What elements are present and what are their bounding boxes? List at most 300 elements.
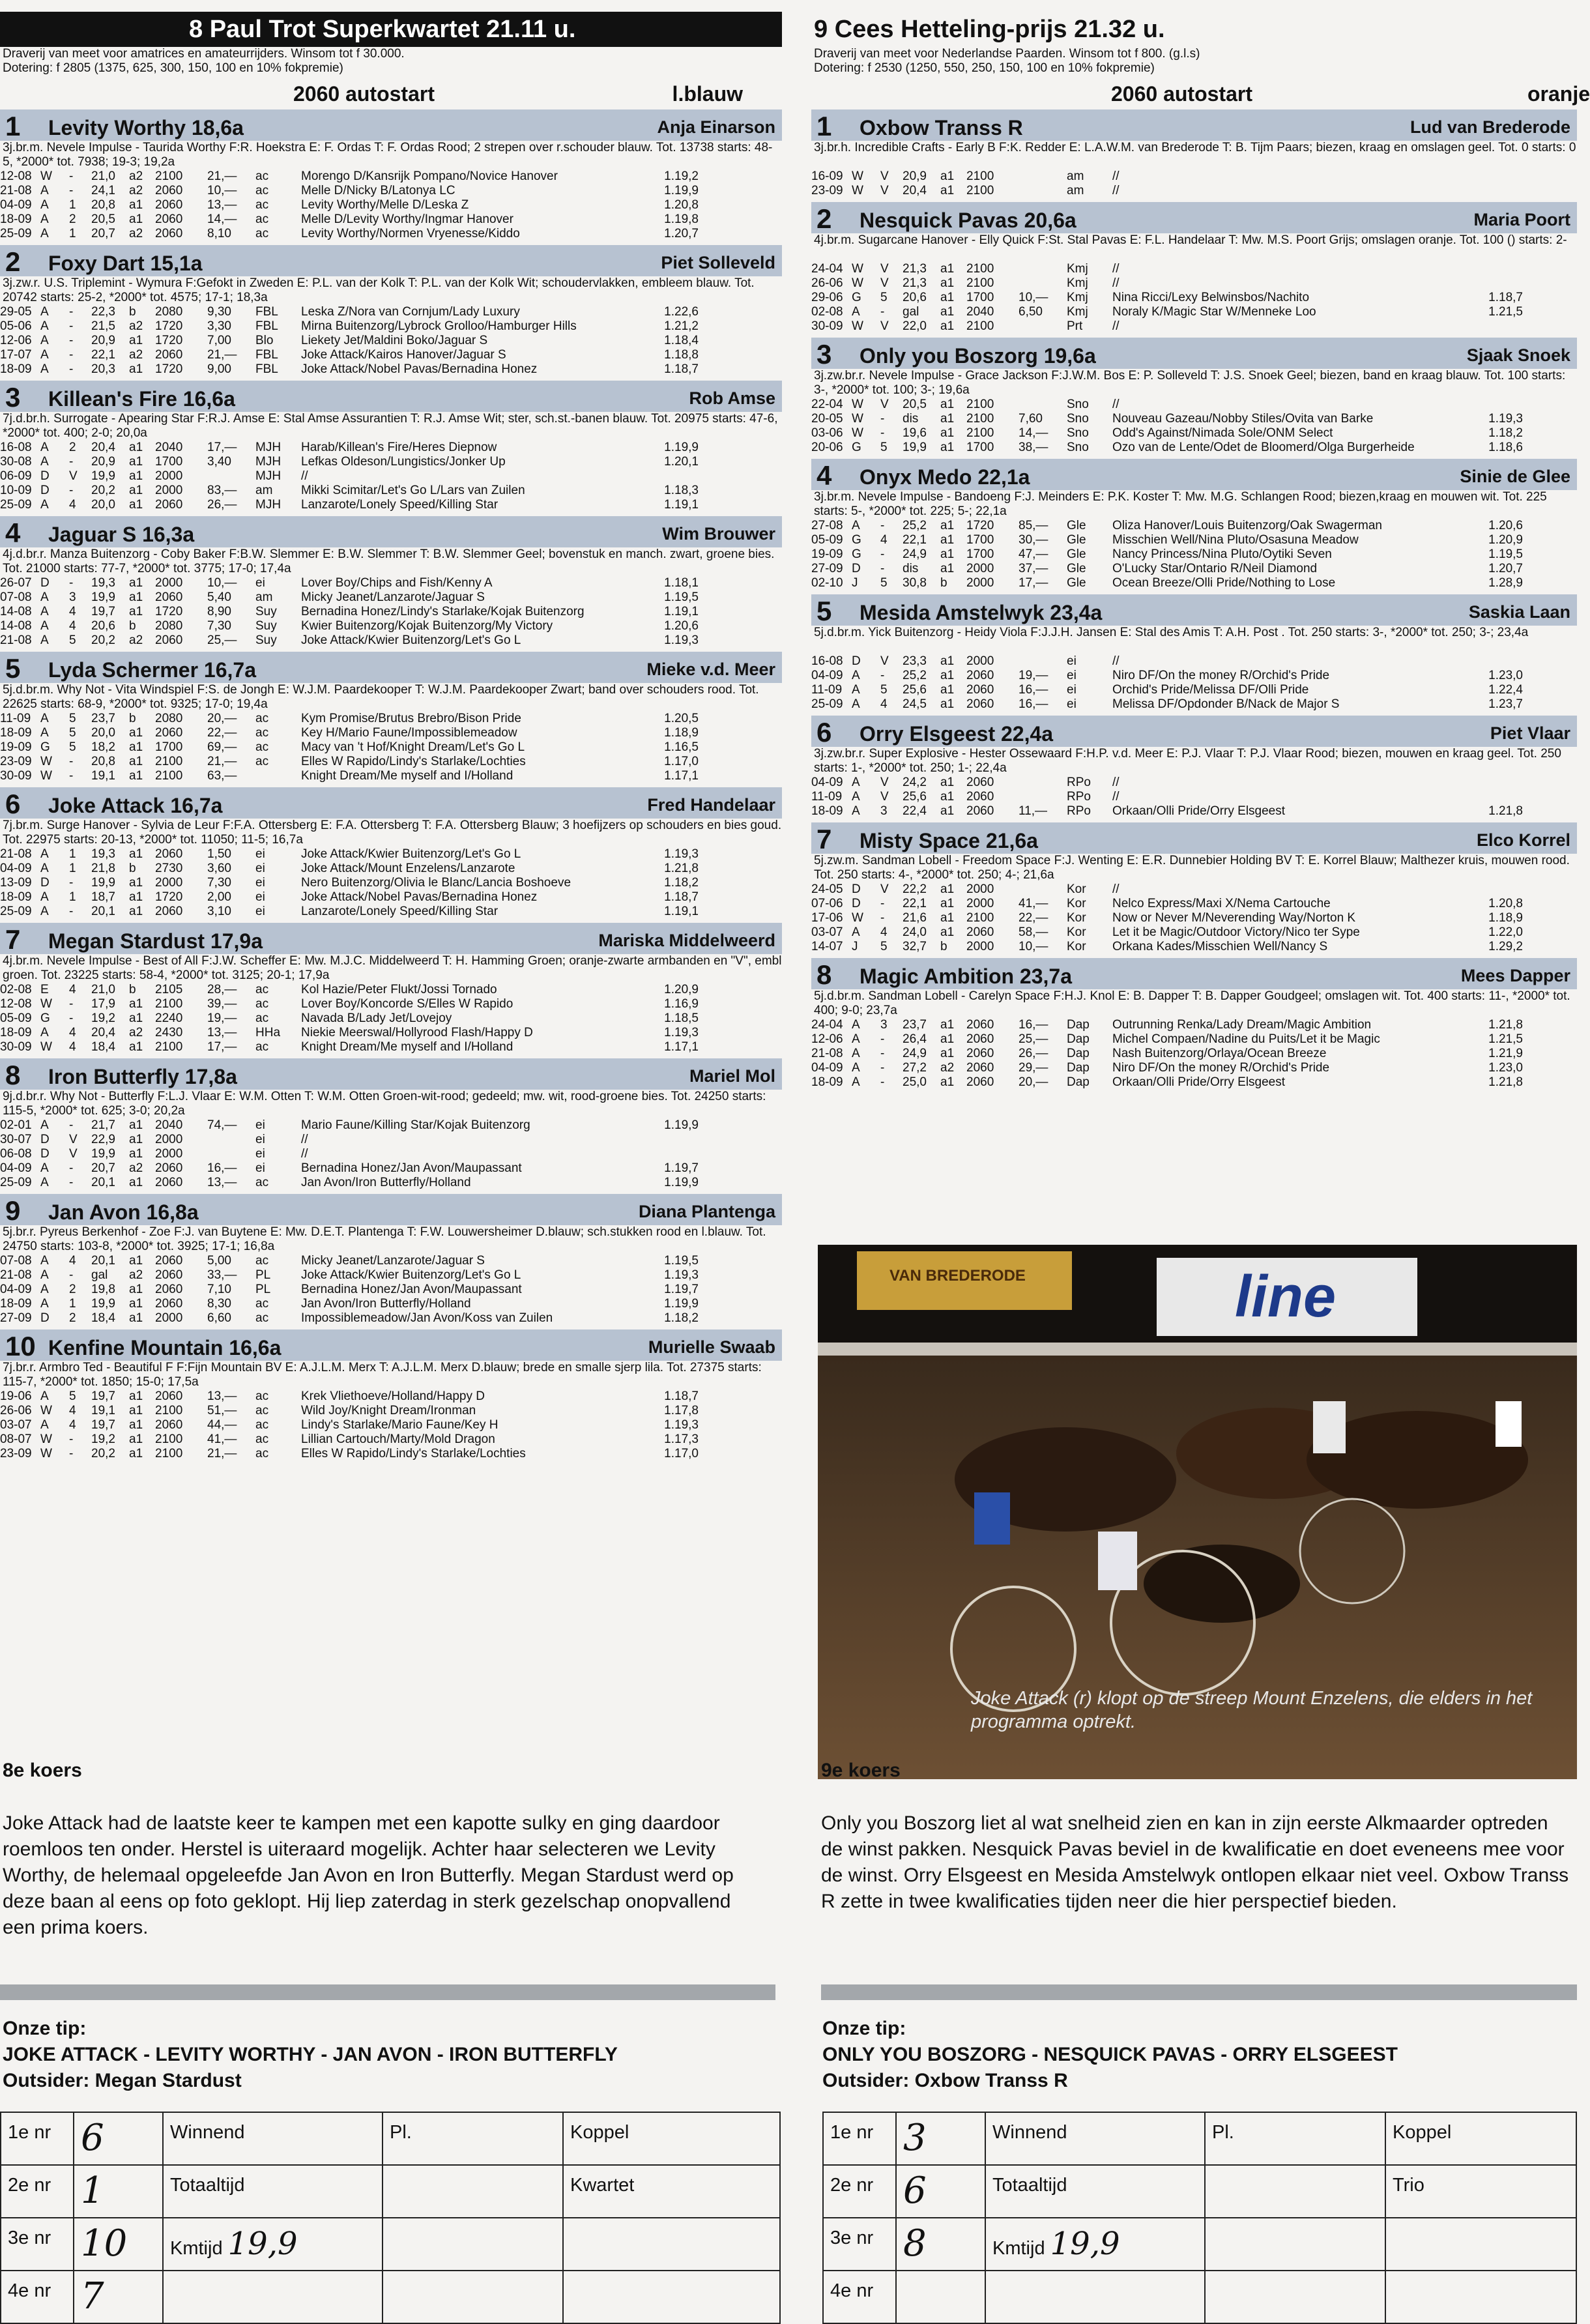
table-cell: A <box>852 1075 860 1089</box>
horse-name: Magic Ambition 23,7a <box>860 965 1072 988</box>
table-cell: 22,1 <box>903 897 927 910</box>
table-cell: - <box>69 319 74 333</box>
table-cell: 20,9 <box>91 334 115 347</box>
table-cell: 4 <box>69 498 76 512</box>
table-cell: 20,3 <box>91 362 115 376</box>
table-cell: 2100 <box>966 276 994 290</box>
table-cell: ac <box>255 1447 269 1460</box>
table-cell: - <box>880 1075 885 1089</box>
empty-cell[interactable] <box>1205 2271 1385 2323</box>
race-history-table <box>0 1254 699 1326</box>
table-cell: 1.23,0 <box>1488 1061 1523 1075</box>
table-row <box>0 1176 699 1190</box>
table-row <box>811 519 1523 533</box>
empty-cell[interactable] <box>383 2165 563 2218</box>
kmtijd-cell[interactable] <box>985 2218 1205 2271</box>
table-cell: 2060 <box>966 683 994 697</box>
empty-cell[interactable] <box>383 2218 563 2271</box>
table-cell: D <box>40 1147 50 1161</box>
table-cell <box>1477 882 1523 897</box>
kwartet-label: Kwartet <box>563 2165 780 2218</box>
table-cell: 1720 <box>155 362 183 376</box>
table-cell: 04-09 <box>0 198 32 212</box>
table-cell: 6,50 <box>1019 305 1043 319</box>
table-cell: a1 <box>129 469 143 483</box>
table-cell: 3,30 <box>207 319 231 333</box>
table-cell <box>1019 398 1067 412</box>
table-cell: 1.19,8 <box>664 212 699 226</box>
table-cell: Blo <box>255 334 274 347</box>
table-cell: - <box>69 484 74 497</box>
table-cell: A <box>40 455 49 469</box>
table-cell: - <box>880 305 885 319</box>
table-cell: 5,40 <box>207 590 231 604</box>
table-cell <box>1477 262 1523 276</box>
table-cell: 1.19,1 <box>664 605 699 618</box>
empty-cell[interactable] <box>1385 2218 1576 2271</box>
table-cell: 2430 <box>155 1026 183 1039</box>
table-cell: PL <box>255 1283 271 1296</box>
table-cell: 13,— <box>207 1176 237 1189</box>
table-cell: 2060 <box>155 1254 183 1268</box>
race-history-table <box>811 776 1523 819</box>
table-cell: - <box>880 1032 885 1046</box>
table-cell: - <box>69 1432 74 1446</box>
table-cell: G <box>40 1011 50 1025</box>
table-cell: 5,00 <box>207 1254 231 1268</box>
table-cell: 24,9 <box>903 1047 927 1060</box>
horse-pedigree: 3j.zw.br.r. Nevele Impulse - Grace Jackson F:J.W.M. Bos E: P. Solleveld T: J.S. Snoek Geel; biezen, band en kraag blauw. Tot. 100 starts: 3-, *2000* tot. 100; 3-; 19,6a <box>814 369 1566 397</box>
table-row <box>0 1133 699 1147</box>
handwritten-number[interactable]: 6 <box>896 2165 985 2218</box>
table-row <box>0 498 699 512</box>
table-cell: - <box>69 1161 74 1175</box>
table-cell: 18-09 <box>0 890 32 904</box>
race-history-table <box>0 441 699 512</box>
table-cell: 1.21,8 <box>1488 1075 1523 1089</box>
kmtijd-cell[interactable] <box>163 2218 383 2271</box>
table-cell: 2040 <box>155 1118 183 1132</box>
table-cell: 2060 <box>155 227 183 240</box>
table-cell: 1.17,8 <box>664 1404 699 1417</box>
table-cell: Oliza Hanover/Louis Buitenzorg/Oak Swagerman <box>1112 519 1382 532</box>
table-cell: Mario Faune/Killing Star/Kojak Buitenzorg <box>301 1118 530 1132</box>
table-cell: W <box>852 426 863 440</box>
table-cell: Lanzarote/Lonely Speed/Killing Star <box>301 498 499 512</box>
table-cell: Prt <box>1067 319 1083 333</box>
table-cell: 2100 <box>966 184 994 197</box>
totaaltijd-label: Totaaltijd <box>163 2165 383 2218</box>
table-cell: 24,0 <box>903 925 927 939</box>
table-cell: 21,0 <box>91 169 115 183</box>
table-cell: V <box>880 184 889 197</box>
race-history-table <box>0 576 699 648</box>
table-cell: 16-08 <box>0 441 32 454</box>
table-cell: A <box>40 1389 49 1403</box>
table-cell: 25-09 <box>0 905 32 918</box>
empty-cell[interactable] <box>563 2218 780 2271</box>
table-cell: Nero Buitenzorg/Olivia le Blanc/Lancia Boshoeve <box>301 876 571 890</box>
table-cell: 1.18,5 <box>664 1011 699 1025</box>
table-cell: 19,9 <box>903 441 927 454</box>
table-cell: 25,2 <box>903 669 927 682</box>
table-cell: 2040 <box>155 441 183 454</box>
driver-name: Elco Korrel <box>1476 830 1570 850</box>
horse-entry <box>0 245 782 377</box>
table-row <box>811 697 1523 712</box>
table-cell: 4 <box>69 983 76 996</box>
table-row <box>811 305 1523 319</box>
table-cell: 9,30 <box>207 305 231 319</box>
horse-header <box>0 245 782 276</box>
table-cell: 2100 <box>966 169 994 183</box>
table-cell: A <box>40 227 49 240</box>
empty-cell[interactable] <box>1385 2271 1576 2323</box>
table-cell: a2 <box>129 1026 143 1039</box>
table-cell: a2 <box>129 633 143 647</box>
koers-9-heading: 9e koers <box>821 1760 901 1781</box>
horse-pedigree: 5j.d.br.m. Sandman Lobell - Carelyn Space F:H.J. Knol E: B. Dapper T: B. Dapper Goudgeel; omslagen wit. Tot. 400 starts: 11-, *2000* tot. 400; 9-0; 23,7a <box>814 989 1570 1017</box>
table-cell: Nash Buitenzorg/Orlaya/Ocean Breeze <box>1112 1047 1327 1060</box>
table-cell: A <box>852 519 860 532</box>
horse-entry <box>0 652 782 783</box>
table-cell: - <box>69 348 74 362</box>
table-cell: A <box>40 212 49 226</box>
table-cell: 1.20,9 <box>664 983 699 996</box>
table-cell: a1 <box>129 755 143 768</box>
horse-number: 6 <box>5 789 21 819</box>
horse-entry <box>811 716 1577 819</box>
winnend-label: Winnend <box>985 2112 1205 2165</box>
table-cell: FBL <box>255 319 278 333</box>
table-cell: MJH <box>255 455 282 469</box>
driver-name: Fred Handelaar <box>647 795 775 815</box>
handwritten-number[interactable]: 8 <box>896 2218 985 2271</box>
table-cell: 20,7 <box>91 1161 115 1175</box>
table-cell: a1 <box>940 776 955 789</box>
handwritten-number[interactable]: 7 <box>74 2271 163 2323</box>
table-cell: a1 <box>129 997 143 1011</box>
photo-caption: Joke Attack (r) klopt op de streep Mount Enzelens, die elders in het programma optrekt. <box>971 1688 1533 1732</box>
table-cell: am <box>1067 169 1084 183</box>
table-cell: A <box>40 1254 49 1268</box>
table-cell: Joke Attack/Kwier Buitenzorg/Let's Go L <box>301 1268 521 1282</box>
table-cell: Joke Attack/Kairos Hanover/Jaguar S <box>301 348 506 362</box>
table-cell: 1.18,2 <box>664 1311 699 1325</box>
horse-header <box>811 822 1577 854</box>
table-cell: a1 <box>129 362 143 376</box>
table-cell: 21,— <box>207 1447 237 1460</box>
table-cell: W <box>852 169 863 183</box>
table-cell: 1.18,6 <box>1488 441 1523 454</box>
empty-cell[interactable] <box>1205 2218 1385 2271</box>
table-cell: 21-08 <box>0 633 32 647</box>
table-cell: 5 <box>880 576 888 590</box>
table-cell: 2060 <box>155 1418 183 1432</box>
table-cell: - <box>880 412 885 426</box>
empty-cell[interactable] <box>1205 2165 1385 2218</box>
table-cell: am <box>255 590 273 604</box>
table-cell: 4 <box>880 697 888 711</box>
table-cell: A <box>40 712 49 725</box>
table-cell: Elles W Rapido/Lindy's Starlake/Lochties <box>301 755 526 768</box>
table-cell: 1.20,5 <box>664 712 699 725</box>
empty-cell[interactable] <box>383 2271 563 2323</box>
table-cell: 1700 <box>155 455 183 469</box>
table-cell: Kor <box>1067 882 1086 896</box>
table-row <box>0 1432 699 1447</box>
table-cell: A <box>852 790 860 804</box>
pl-label: Pl. <box>383 2112 563 2165</box>
table-cell: A <box>852 925 860 939</box>
horse-name: Joke Attack 16,7a <box>48 794 223 817</box>
table-cell: 1.19,9 <box>664 1297 699 1311</box>
handwritten-number[interactable] <box>896 2271 985 2323</box>
table-cell: 25,6 <box>903 790 927 804</box>
table-cell: 12-08 <box>0 997 32 1011</box>
table-cell: Orkaan/Olli Pride/Orry Elsgeest <box>1112 804 1286 818</box>
row-label: 1e nr <box>823 2112 896 2165</box>
table-cell: 5 <box>880 441 888 454</box>
race-history-table <box>0 169 699 241</box>
table-row <box>0 1040 699 1054</box>
row-label: 2e nr <box>823 2165 896 2218</box>
table-cell: Kmj <box>1067 276 1088 290</box>
table-cell: 17,— <box>207 1040 237 1054</box>
table-row <box>811 654 1523 669</box>
table-cell: b <box>129 712 136 725</box>
table-cell: 51,— <box>207 1404 237 1417</box>
outsider-text: Outsider: Oxbow Transs R <box>822 2070 1068 2091</box>
horse-pedigree: 4j.br.m. Sugarcane Hanover - Elly Quick F:St. Stal Pavas E: F.L. Handelaar T: Mw. M.S. Poort Grijs; omslagen oranje. Tot. 100 () starts: 2- <box>814 233 1567 247</box>
table-cell: a1 <box>129 590 143 604</box>
table-cell: Lindy's Starlake/Mario Faune/Key H <box>301 1418 499 1432</box>
empty-cell[interactable] <box>985 2271 1205 2323</box>
table-cell: 21,— <box>207 755 237 768</box>
table-cell: V <box>69 1133 78 1146</box>
table-cell: 21,5 <box>91 319 115 333</box>
horse-number: 8 <box>5 1060 21 1090</box>
table-cell: 3 <box>69 590 76 604</box>
table-row <box>0 1254 699 1268</box>
table-row <box>0 1404 699 1418</box>
table-cell: Bernadina Honez/Jan Avon/Maupassant <box>301 1161 522 1175</box>
table-cell: A <box>40 441 49 454</box>
table-cell: 1.19,9 <box>664 1118 699 1132</box>
table-cell: Kmj <box>1067 305 1088 319</box>
table-cell: 1.20,6 <box>1488 519 1523 532</box>
table-cell: 4 <box>69 1404 76 1417</box>
table-cell <box>1477 184 1523 198</box>
table-cell: 1.17,3 <box>664 1432 699 1446</box>
horse-pedigree: 9j.d.br.r. Why Not - Butterfly F:L.J. Vlaar E: W.M. Otten T: W.M. Otten Groen-wit-rood; gedeeld; mw. wit, rood-groene bies. Tot. 24250 starts: 115-5, *2000* tot. 625; 3-0; 20,2a <box>3 1090 766 1118</box>
table-cell: Melle D/Levity Worthy/Ingmar Hanover <box>301 212 513 226</box>
table-cell: 1.16,9 <box>664 997 699 1011</box>
table-cell <box>1019 654 1067 669</box>
horse-name: Kenfine Mountain 16,6a <box>48 1336 282 1359</box>
handwritten-number[interactable]: 3 <box>896 2112 985 2165</box>
table-cell: A <box>40 1118 49 1132</box>
table-cell: J <box>852 940 858 953</box>
table-row <box>811 426 1523 441</box>
race-8-conditions <box>0 47 782 76</box>
horse-number: 2 <box>5 246 21 277</box>
table-cell: 32,7 <box>903 940 927 953</box>
table-row <box>0 1118 699 1133</box>
table-row <box>811 1018 1523 1032</box>
table-cell: A <box>40 348 49 362</box>
table-cell: a1 <box>129 740 143 754</box>
horse-name: Only you Boszorg 19,6a <box>860 344 1096 368</box>
table-cell: a1 <box>940 291 955 304</box>
table-cell: 33,— <box>207 1268 237 1282</box>
table-cell: 20,6 <box>903 291 927 304</box>
race-9-title: 9 Cees Hetteling-prijs 21.32 u. <box>814 16 1165 43</box>
table-cell: a1 <box>129 1418 143 1432</box>
table-cell: 1.19,1 <box>664 905 699 918</box>
table-cell: 18-09 <box>0 726 32 740</box>
table-cell: a1 <box>129 1389 143 1403</box>
table-cell: A <box>40 847 49 861</box>
table-cell: 2060 <box>966 1061 994 1075</box>
table-cell: 12-06 <box>0 334 32 347</box>
table-cell: A <box>40 590 49 604</box>
table-cell: a1 <box>940 697 955 711</box>
horse-list <box>811 109 1577 1090</box>
table-cell: W <box>852 398 863 411</box>
table-cell: 5 <box>69 726 76 740</box>
table-cell: - <box>69 1118 74 1132</box>
table-cell: 5 <box>69 1389 76 1403</box>
table-cell: 05-09 <box>811 533 843 547</box>
table-cell: W <box>852 276 863 290</box>
table-cell: 19,8 <box>91 1283 115 1296</box>
table-cell: Gle <box>1067 547 1086 561</box>
table-cell: 27,2 <box>903 1061 927 1075</box>
table-cell: 2000 <box>155 576 183 590</box>
table-cell: Lover Boy/Koncorde S/Elles W Rapido <box>301 997 513 1011</box>
row-label: 3e nr <box>1 2218 74 2271</box>
table-cell: - <box>69 305 74 319</box>
table-cell: 25-09 <box>0 227 32 240</box>
table-cell: 4 <box>69 1026 76 1039</box>
horse-name: Onyx Medo 22,1a <box>860 465 1030 489</box>
table-cell: 2000 <box>966 897 994 910</box>
table-cell: ac <box>255 1176 269 1189</box>
table-row <box>811 441 1523 455</box>
table-row <box>811 1075 1523 1090</box>
table-cell: 22,3 <box>91 305 115 319</box>
table-cell: 24-04 <box>811 262 843 276</box>
table-cell: 2060 <box>966 1047 994 1060</box>
table-cell: 2100 <box>155 1404 183 1417</box>
table-cell: - <box>69 184 74 197</box>
table-cell: Lefkas Oldeson/Lungistics/Jonker Up <box>301 455 506 469</box>
race-history-table <box>0 1118 699 1190</box>
table-cell: a1 <box>129 1254 143 1268</box>
table-row <box>811 790 1523 804</box>
handwritten-number[interactable]: 10 <box>74 2218 163 2271</box>
conditions-line: Dotering: f 2530 (1250, 550, 250, 150, 100 en 10% fokpremie) <box>814 61 1155 75</box>
table-cell: - <box>69 455 74 469</box>
table-cell: 2000 <box>966 882 994 896</box>
table-cell: - <box>69 876 74 890</box>
table-cell: 5 <box>69 633 76 647</box>
table-cell <box>255 769 301 783</box>
table-cell: a1 <box>129 1404 143 1417</box>
handwritten-number[interactable]: 1 <box>74 2165 163 2218</box>
table-cell: 2100 <box>966 911 994 925</box>
table-cell: 2060 <box>966 1018 994 1032</box>
horse-entry <box>0 923 782 1054</box>
table-cell: 11-09 <box>0 712 31 725</box>
table-cell: 2730 <box>155 862 183 875</box>
table-row <box>811 940 1523 954</box>
table-cell: - <box>880 426 885 440</box>
table-cell <box>1019 776 1067 790</box>
table-cell <box>1477 276 1523 291</box>
table-cell: 29-06 <box>811 291 843 304</box>
table-cell: 29-05 <box>0 305 32 319</box>
table-cell: 1720 <box>155 890 183 904</box>
table-cell: 24,2 <box>903 776 927 789</box>
table-cell: a1 <box>940 519 955 532</box>
table-cell: 2100 <box>155 169 183 183</box>
table-cell: 1.19,5 <box>664 1254 699 1268</box>
table-cell: ei <box>255 576 265 590</box>
horse-header <box>811 338 1577 369</box>
table-cell: Mirna Buitenzorg/Lybrock Grolloo/Hamburger Hills <box>301 319 577 333</box>
table-cell: 16,— <box>1019 1018 1048 1032</box>
race-colour: l.blauw <box>672 82 743 106</box>
table-cell: 2000 <box>155 1311 183 1325</box>
table-row <box>811 669 1523 683</box>
table-cell: 10,— <box>207 184 237 197</box>
table-cell: 02-10 <box>811 576 843 590</box>
table-cell: - <box>69 997 74 1011</box>
table-cell: 19,2 <box>91 1011 115 1025</box>
table-cell: b <box>129 305 136 319</box>
table-cell: 21-08 <box>811 1047 843 1060</box>
table-cell: 20,1 <box>91 1176 115 1189</box>
table-cell: 1.17,1 <box>664 769 699 783</box>
table-row <box>811 398 1523 412</box>
table-cell: 26-06 <box>811 276 843 290</box>
horse-name: Nesquick Pavas 20,6a <box>860 209 1077 232</box>
table-cell: 14-08 <box>0 605 32 618</box>
table-cell: ei <box>255 890 265 904</box>
empty-cell[interactable] <box>163 2271 383 2323</box>
table-cell: 14-07 <box>811 940 843 953</box>
table-cell: 1.17,1 <box>664 1040 699 1054</box>
table-cell: 04-09 <box>811 1061 843 1075</box>
table-cell: 24-04 <box>811 1018 843 1032</box>
table-cell: a2 <box>129 319 143 333</box>
table-cell: 23-09 <box>0 1447 32 1460</box>
table-cell: Nancy Princess/Nina Pluto/Oytiki Seven <box>1112 547 1332 561</box>
table-cell: - <box>69 769 74 783</box>
horse-pedigree: 3j.zw.br.r. Super Explosive - Hester Ossewaard F:H.P. v.d. Meer E: P.J. Vlaar T: P.J. Vlaar Rood; biezen, mouwen en kraag geel. Tot. 250 starts: 1-, *2000* tot. 250; 1-; 22,4a <box>814 747 1561 775</box>
empty-cell[interactable] <box>563 2271 780 2323</box>
handwritten-number[interactable]: 6 <box>74 2112 163 2165</box>
table-cell <box>207 1147 255 1161</box>
table-row <box>0 198 699 212</box>
table-cell: 21,7 <box>91 1118 115 1132</box>
table-cell: 26-07 <box>0 576 32 590</box>
race-history-table <box>811 1018 1523 1090</box>
table-cell: 18-09 <box>0 212 32 226</box>
table-cell: 2 <box>69 1283 76 1296</box>
